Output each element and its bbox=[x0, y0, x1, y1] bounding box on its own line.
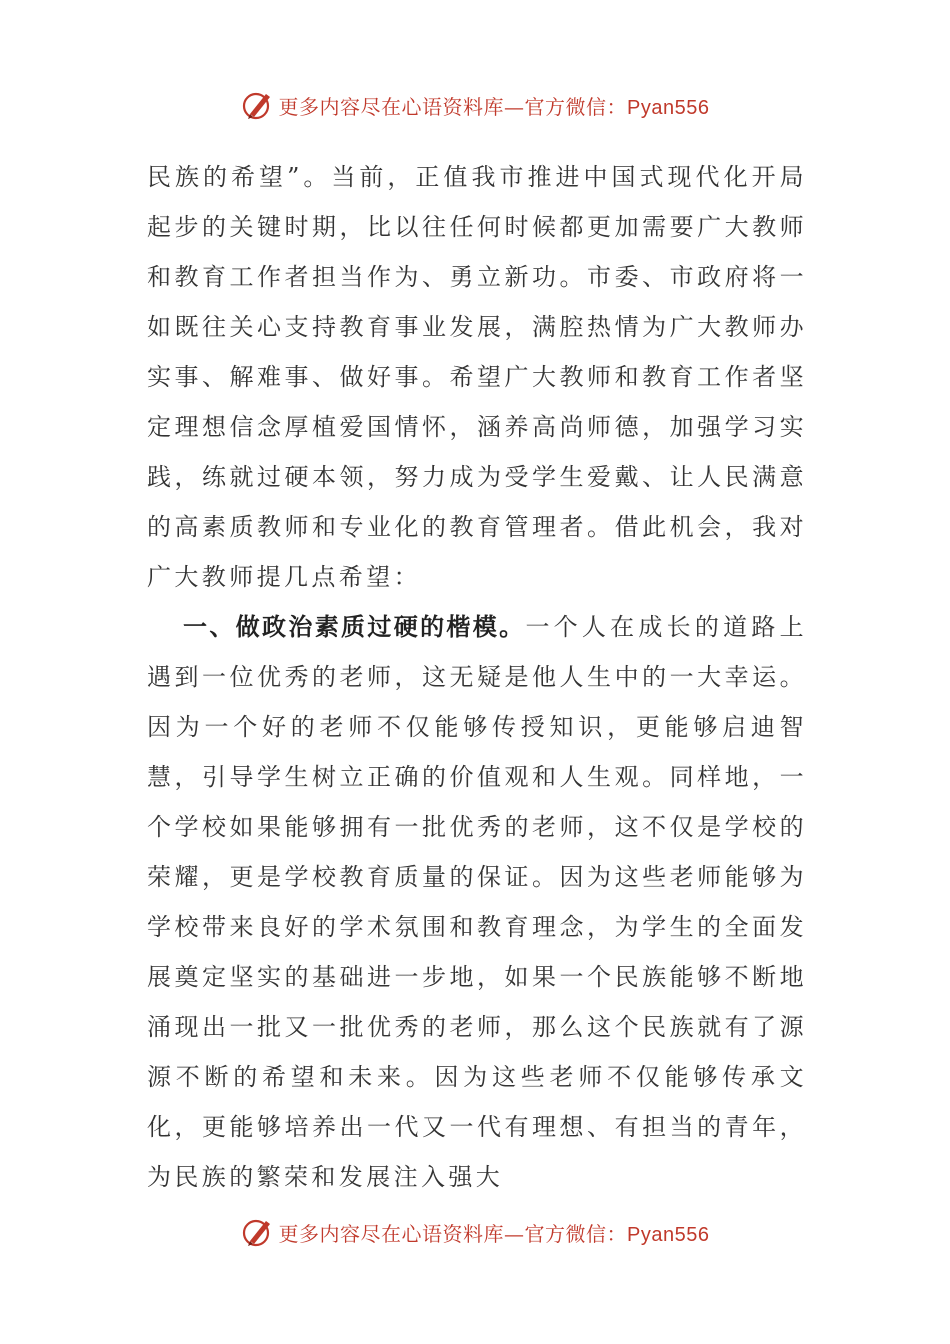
document-body bbox=[147, 152, 807, 1202]
pen-logo-icon bbox=[241, 88, 275, 122]
pen-logo-icon bbox=[241, 1215, 275, 1249]
paragraph-section-one bbox=[147, 602, 807, 1202]
section-heading: 一、做政治素质过硬的楷模。 bbox=[183, 612, 526, 641]
watermark-text: 更多内容尽在心语资料库—官方微信：Pyan556 bbox=[278, 1221, 710, 1246]
footer-watermark bbox=[0, 1212, 950, 1252]
header-watermark bbox=[0, 85, 950, 125]
watermark-text: 更多内容尽在心语资料库—官方微信：Pyan556 bbox=[278, 94, 710, 119]
section-text: 一个人在成长的道路上遇到一位优秀的老师，这无疑是他人生中的一大幸运。因为一个好的老师不仅能够传授知识，更能够启迪智慧，引导学生树立正确的价值观和人生观。同样地，一个学校如果能够拥有一批优秀的老师，这不仅是学校的荣耀，更是学校教育质量的保证。因为这些老师能够为学校带来良好的学术氛围和教育理念，为学生的全面发展奠定坚实的基础进一步地，如果一个民族能够不断地涌现出一批又一批优秀的老师，那么这个民族就有了源源不断的希望和未来。因为这些老师不仅能够传承文化，更能够培养出一代又一代有理想、有担当的青年，为民族的繁荣和发展注入强大 bbox=[147, 613, 808, 1191]
paragraph-intro: 民族的希望”。当前，正值我市推进中国式现代化开局起步的关键时期，比以往任何时候都更加需要广大教师和教育工作者担当作为、勇立新功。市委、市政府将一如既往关心支持教育事业发展，满腔热情为广大教师办实事、解难事、做好事。希望广大教师和教育工作者坚定理想信念厚植爱国情怀，涵养高尚师德，加强学习实践，练就过硬本领，努力成为受学生爱戴、让人民满意的高素质教师和专业化的教育管理者。借此机会，我对广大教师提几点希望： bbox=[147, 163, 807, 591]
